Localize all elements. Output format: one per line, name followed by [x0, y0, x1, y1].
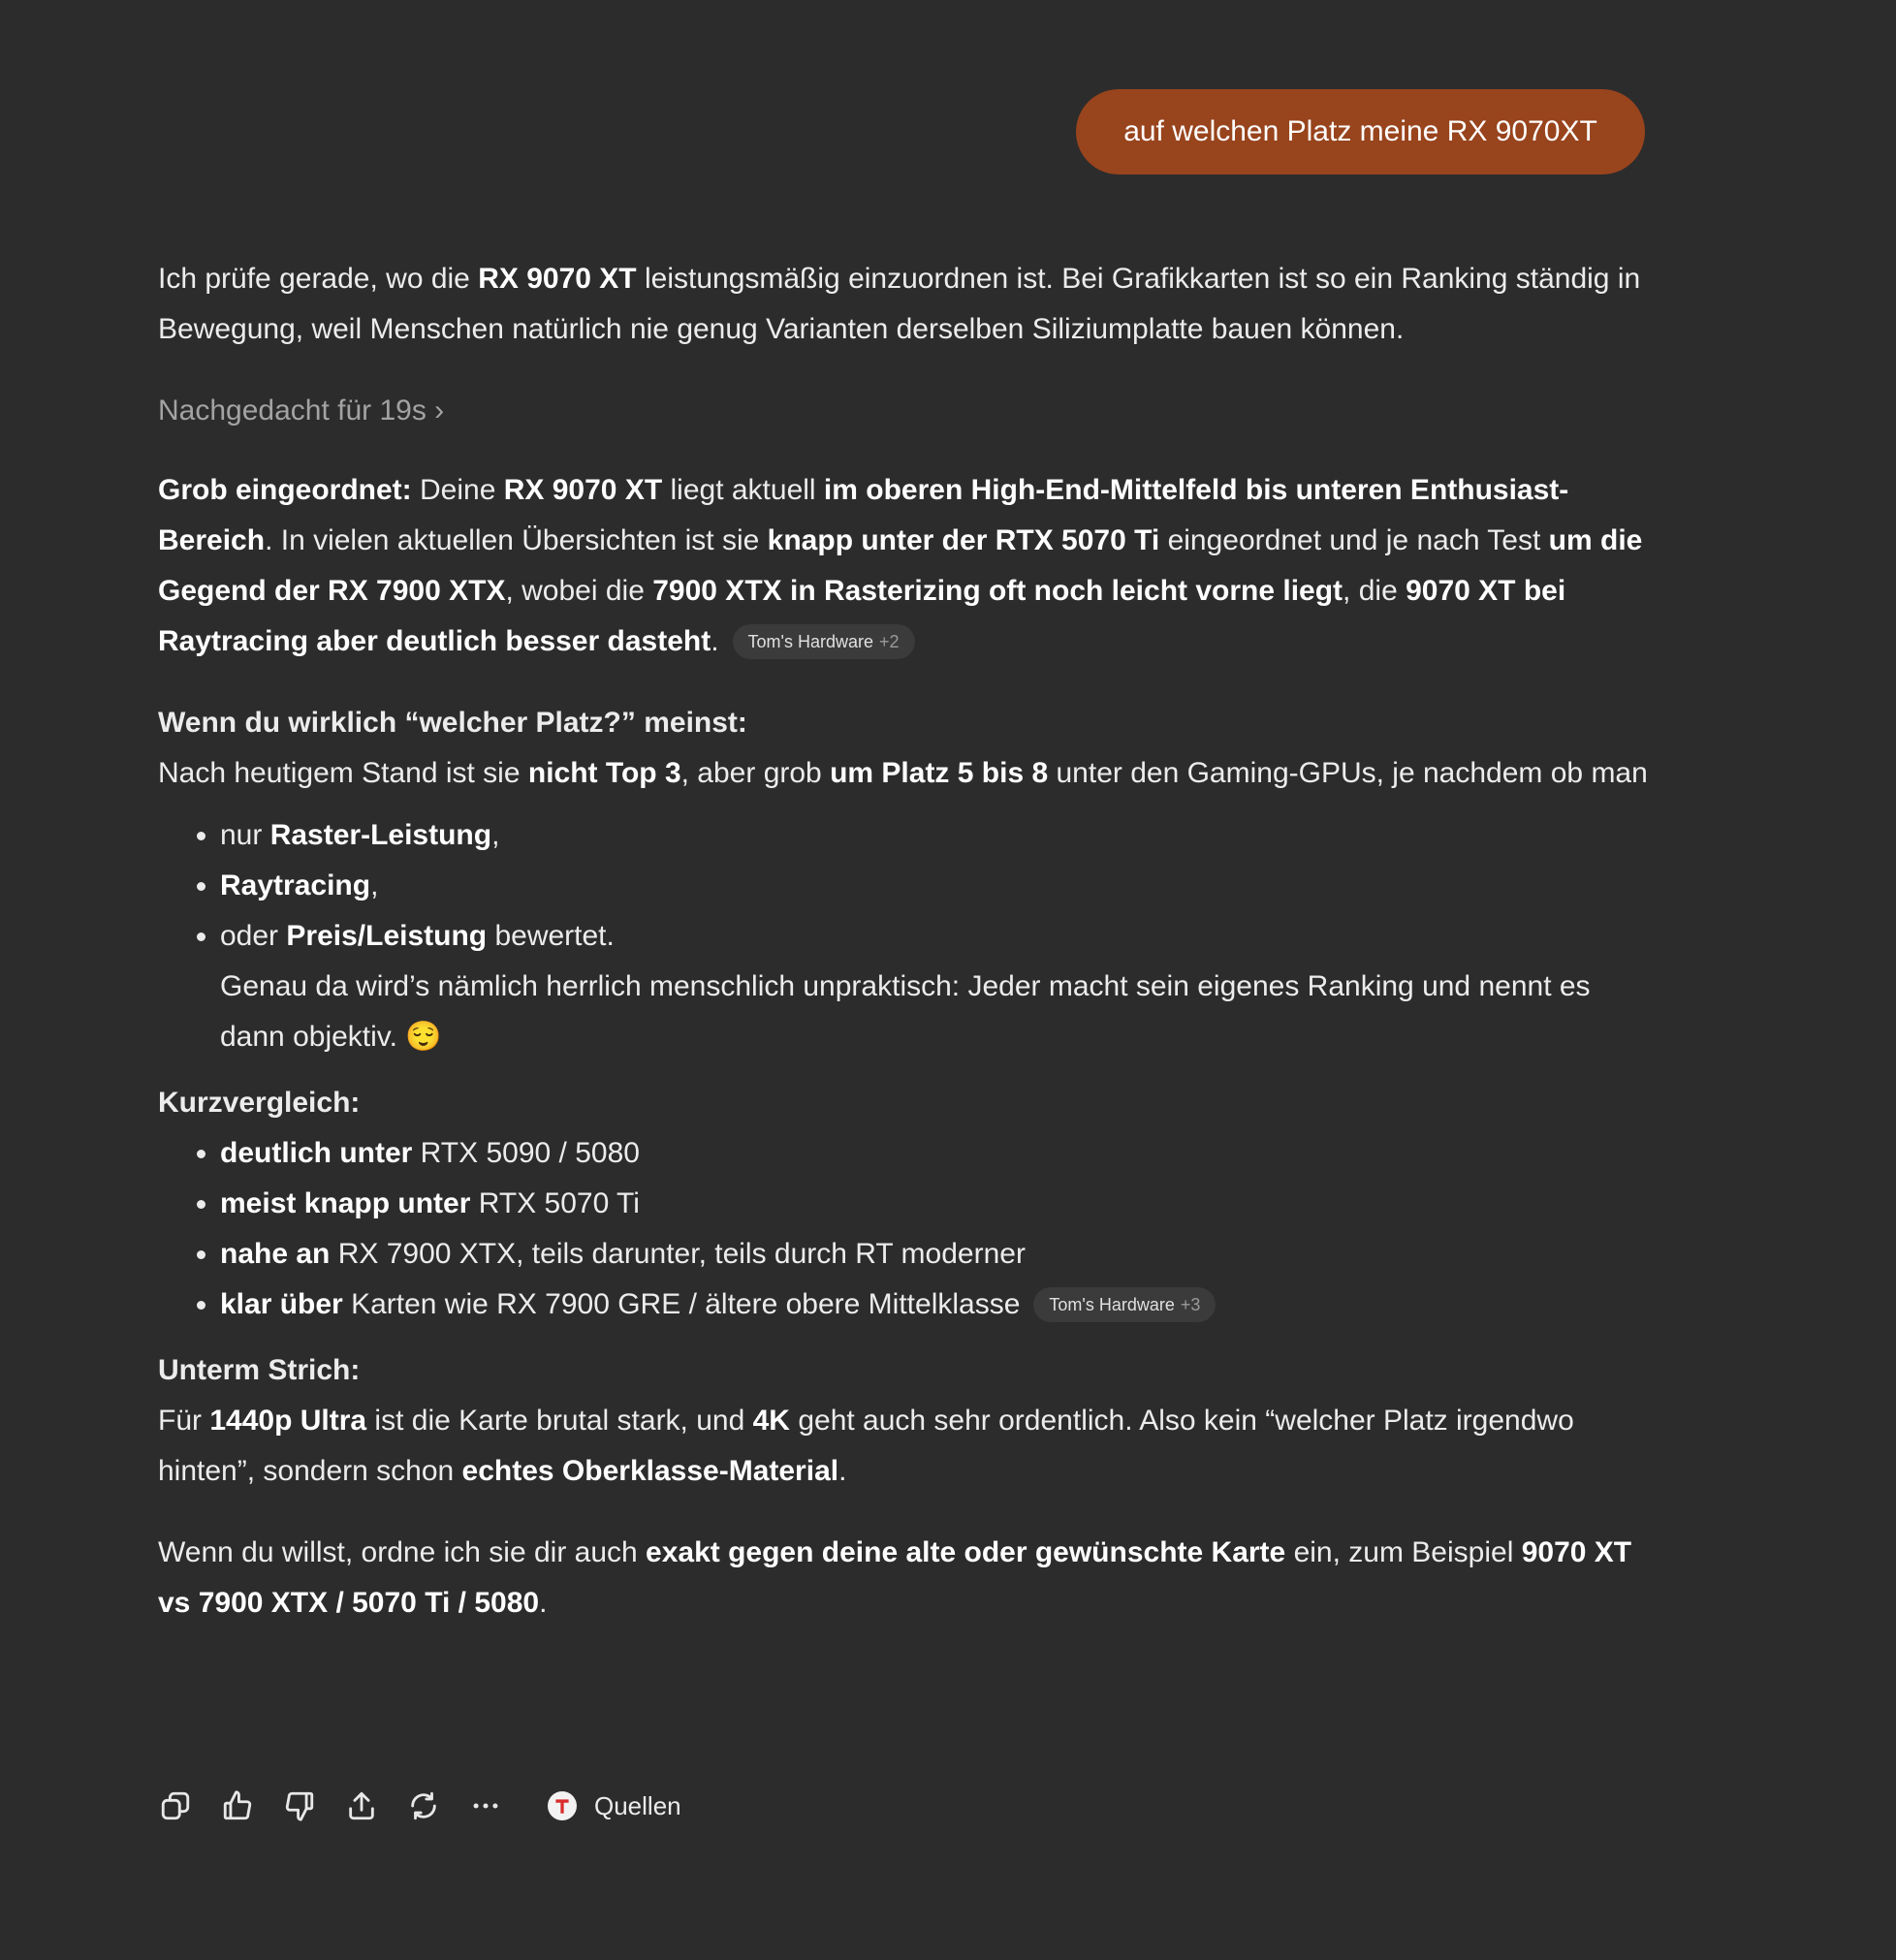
regenerate-button[interactable] — [406, 1788, 441, 1823]
text-run: oder — [220, 920, 287, 952]
source-badge-label: Tom's Hardware — [1049, 1295, 1175, 1314]
list-item — [220, 1128, 1656, 1179]
list-item-note: Genau da wird’s nämlich herrlich menschlich unpraktisch: Jeder macht sein eigenes Ranking und nennt es dann objektiv. 😌 — [220, 970, 1591, 1053]
text-run: , die — [1343, 575, 1406, 607]
bullet-list — [158, 810, 1656, 1062]
text-run: unter den Gaming-GPUs, je nachdem ob man — [1048, 757, 1648, 789]
more-icon — [469, 1789, 502, 1822]
thought-duration-toggle[interactable] — [158, 386, 1656, 436]
share-button[interactable] — [344, 1788, 379, 1823]
bold-text: klar über — [220, 1288, 343, 1320]
bold-text: Raster-Leistung — [269, 819, 492, 851]
bold-text: 1440p Ultra — [209, 1405, 367, 1437]
bold-text: knapp unter der RTX 5070 Ti — [767, 524, 1160, 556]
bold-text: um die Gegend der RX 7900 XTX — [158, 524, 1643, 607]
section-heading — [158, 1345, 1656, 1396]
text-run: eingeordnet und je nach Test — [1159, 524, 1549, 556]
bold-text: im oberen High-End-Mittelfeld bis unteren Enthusiast-Bereich — [158, 474, 1569, 556]
share-icon — [345, 1789, 378, 1822]
assistant-response — [158, 254, 1656, 1660]
bold-text: RX 9070 XT — [478, 263, 637, 295]
text-run: geht auch sehr ordentlich. Also kein “welcher Platz irgendwo hinten”, sondern schon — [158, 1405, 1574, 1487]
source-badge-count: +3 — [1180, 1295, 1201, 1314]
bold-text: RX 9070 XT — [503, 474, 663, 506]
text-run: Nach heutigem Stand ist sie — [158, 757, 528, 789]
message-actions-toolbar — [158, 1788, 681, 1823]
source-badge-count: +2 — [879, 632, 900, 651]
text-run: ein, zum Beispiel — [1285, 1536, 1522, 1568]
regenerate-icon — [407, 1789, 440, 1822]
text-run: . — [539, 1587, 548, 1619]
text-run: bewertet. — [487, 920, 615, 952]
text-run: , aber grob — [680, 757, 831, 789]
bold-text: 4K — [752, 1405, 790, 1437]
bold-text: meist knapp unter — [220, 1187, 471, 1219]
source-badge-label: Tom's Hardware — [747, 632, 874, 651]
text-run: , wobei die — [505, 575, 653, 607]
copy-icon — [159, 1789, 192, 1822]
paragraph — [158, 1528, 1656, 1628]
thumbs-down-button[interactable] — [282, 1788, 317, 1823]
text-run: liegt aktuell — [662, 474, 824, 506]
bold-text: um Platz 5 bis 8 — [830, 757, 1049, 789]
paragraph — [158, 1396, 1656, 1497]
text-run: . — [838, 1455, 847, 1487]
section-heading — [158, 698, 1656, 748]
bold-text: Preis/Leistung — [286, 920, 488, 952]
bold-text: 7900 XTX in Rasterizing oft noch leicht vorne liegt — [652, 575, 1343, 607]
text-run: Für — [158, 1405, 210, 1437]
thumbs-up-icon — [221, 1789, 254, 1822]
more-button[interactable] — [468, 1788, 503, 1823]
text-run: Kurzvergleich: — [158, 1087, 361, 1119]
text-run: Karten wie RX 7900 GRE / ältere obere Mittelklasse — [342, 1288, 1021, 1320]
list-item — [220, 861, 1656, 911]
text-run: Wenn du willst, ordne ich sie dir auch — [158, 1536, 647, 1568]
list-item — [220, 810, 1656, 861]
text-run: RTX 5070 Ti — [470, 1187, 640, 1219]
text-run: , — [491, 819, 500, 851]
text-run: , — [370, 869, 379, 901]
bold-text: echtes Oberklasse-Material — [461, 1455, 839, 1487]
list-item — [220, 911, 1656, 1062]
list-item — [220, 1280, 1656, 1330]
bold-text: nahe an — [220, 1238, 331, 1270]
bold-text: 9070 XT vs 7900 XTX / 5070 Ti / 5080 — [158, 1536, 1632, 1619]
paragraph — [158, 748, 1656, 799]
text-run: RTX 5090 / 5080 — [412, 1137, 640, 1169]
sources-button[interactable] — [548, 1791, 681, 1821]
thumbs-down-icon — [283, 1789, 316, 1822]
list-item — [220, 1229, 1656, 1280]
text-run: Unterm Strich: — [158, 1354, 361, 1386]
paragraph — [158, 254, 1656, 355]
bold-text: nicht Top 3 — [527, 757, 681, 789]
source-logo-icon — [548, 1791, 577, 1820]
text-run: Ich prüfe gerade, wo die — [158, 263, 479, 295]
text-run: Wenn du wirklich “welcher Platz?” meinst: — [158, 707, 747, 739]
bold-text: Grob eingeordnet: — [158, 474, 412, 506]
user-message-bubble — [1076, 89, 1645, 174]
text-run: ist die Karte brutal stark, und — [366, 1405, 753, 1437]
bullet-list — [158, 1128, 1656, 1330]
text-run: . — [711, 625, 719, 657]
copy-button[interactable] — [158, 1788, 193, 1823]
source-badge[interactable] — [1033, 1287, 1216, 1322]
bold-text: deutlich unter — [220, 1137, 413, 1169]
bold-text: 9070 XT bei Raytracing aber deutlich besser dasteht — [158, 575, 1566, 657]
paragraph — [158, 465, 1656, 667]
text-run: RX 7900 XTX, teils darunter, teils durch RT moderner — [330, 1238, 1026, 1270]
text-run: leistungsmäßig einzuordnen ist. Bei Grafikkarten ist so ein Ranking ständig in Bewegung, weil Menschen natürlich nie genug Varianten derselben Siliziumplatte bauen können. — [158, 263, 1641, 345]
sources-label: Quellen — [594, 1790, 681, 1820]
bold-text: exakt gegen deine alte oder gewünschte Karte — [646, 1536, 1286, 1568]
text-run: Nachgedacht für 19s › — [158, 395, 445, 427]
text-run: Deine — [411, 474, 504, 506]
list-item — [220, 1179, 1656, 1229]
bold-text: Raytracing — [220, 869, 371, 901]
user-message-text: auf welchen Platz meine RX 9070XT — [1123, 115, 1597, 147]
section-heading — [158, 1078, 1656, 1128]
thumbs-up-button[interactable] — [220, 1788, 255, 1823]
source-badge[interactable] — [733, 624, 915, 659]
text-run: nur — [220, 819, 270, 851]
text-run: . In vielen aktuellen Übersichten ist sie — [265, 524, 768, 556]
